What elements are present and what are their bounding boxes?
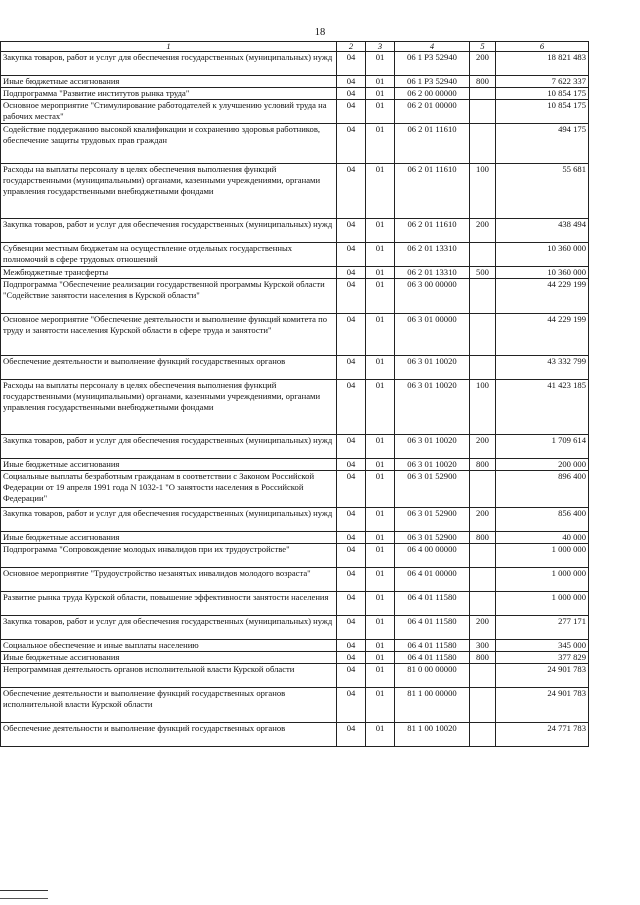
target-article-cell: 81 1 00 00000 bbox=[395, 688, 470, 723]
subsection-code-cell: 01 bbox=[366, 459, 395, 471]
expense-type-cell bbox=[470, 544, 496, 568]
section-code-cell: 04 bbox=[337, 52, 366, 76]
amount-cell: 41 423 185 bbox=[496, 380, 589, 435]
section-code-cell: 04 bbox=[337, 279, 366, 314]
amount-cell: 10 360 000 bbox=[496, 267, 589, 279]
target-article-cell: 06 1 P3 52940 bbox=[395, 76, 470, 88]
target-article-cell: 06 4 00 00000 bbox=[395, 544, 470, 568]
row-name-cell: Субвенции местным бюджетам на осуществление отдельных государственных полномочий в сфере трудовых отношений bbox=[1, 243, 337, 267]
expense-type-cell: 200 bbox=[470, 435, 496, 459]
table-row bbox=[1, 471, 589, 508]
section-code-cell: 04 bbox=[337, 124, 366, 164]
table-row bbox=[1, 164, 589, 219]
section-code-cell: 04 bbox=[337, 532, 366, 544]
section-code-cell: 04 bbox=[337, 435, 366, 459]
table-row bbox=[1, 592, 589, 616]
amount-cell: 44 229 199 bbox=[496, 314, 589, 356]
page-number: 18 bbox=[314, 27, 326, 38]
row-name-cell: Закупка товаров, работ и услуг для обеспечения государственных (муниципальных) нужд bbox=[1, 508, 337, 532]
row-name-cell: Расходы на выплаты персоналу в целях обеспечения выполнения функций государственными (муниципальными) органами, казенными учреждениями, органами управления государственными внебюджетными фондами bbox=[1, 380, 337, 435]
row-name-cell: Обеспечение деятельности и выполнение функций государственных органов исполнительной власти Курской области bbox=[1, 688, 337, 723]
column-header: 5 bbox=[470, 42, 496, 52]
footer-rule bbox=[0, 898, 48, 899]
table-row bbox=[1, 243, 589, 267]
table-row bbox=[1, 459, 589, 471]
section-code-cell: 04 bbox=[337, 88, 366, 100]
amount-cell: 55 681 bbox=[496, 164, 589, 219]
row-name-cell: Непрограммная деятельность органов исполнительной власти Курской области bbox=[1, 664, 337, 688]
amount-cell: 1 709 614 bbox=[496, 435, 589, 459]
expense-type-cell: 100 bbox=[470, 164, 496, 219]
expense-type-cell: 100 bbox=[470, 380, 496, 435]
target-article-cell: 06 3 01 10020 bbox=[395, 459, 470, 471]
expense-type-cell: 200 bbox=[470, 616, 496, 640]
subsection-code-cell: 01 bbox=[366, 544, 395, 568]
row-name-cell: Расходы на выплаты персоналу в целях обеспечения выполнения функций государственными (муниципальными) органами, казенными учреждениями, органами управления государственными внебюджетными фондами bbox=[1, 164, 337, 219]
table-row bbox=[1, 52, 589, 76]
amount-cell: 24 771 783 bbox=[496, 723, 589, 747]
target-article-cell: 06 3 00 00000 bbox=[395, 279, 470, 314]
amount-cell: 44 229 199 bbox=[496, 279, 589, 314]
column-header: 2 bbox=[337, 42, 366, 52]
amount-cell: 438 494 bbox=[496, 219, 589, 243]
table-row bbox=[1, 314, 589, 356]
amount-cell: 10 854 175 bbox=[496, 100, 589, 124]
subsection-code-cell: 01 bbox=[366, 380, 395, 435]
target-article-cell: 06 3 01 52900 bbox=[395, 508, 470, 532]
table-row bbox=[1, 616, 589, 640]
table-row bbox=[1, 76, 589, 88]
section-code-cell: 04 bbox=[337, 723, 366, 747]
row-name-cell: Развитие рынка труда Курской области, повышение эффективности занятости населения bbox=[1, 592, 337, 616]
target-article-cell: 06 2 01 13310 bbox=[395, 267, 470, 279]
column-header-row bbox=[1, 42, 589, 52]
amount-cell: 18 821 483 bbox=[496, 52, 589, 76]
row-name-cell: Закупка товаров, работ и услуг для обеспечения государственных (муниципальных) нужд bbox=[1, 52, 337, 76]
expense-type-cell bbox=[470, 243, 496, 267]
row-name-cell: Подпрограмма "Сопровождение молодых инвалидов при их трудоустройстве" bbox=[1, 544, 337, 568]
table-row bbox=[1, 652, 589, 664]
expense-type-cell bbox=[470, 314, 496, 356]
table-row bbox=[1, 544, 589, 568]
target-article-cell: 06 4 01 11580 bbox=[395, 652, 470, 664]
subsection-code-cell: 01 bbox=[366, 88, 395, 100]
section-code-cell: 04 bbox=[337, 568, 366, 592]
subsection-code-cell: 01 bbox=[366, 52, 395, 76]
row-name-cell: Закупка товаров, работ и услуг для обеспечения государственных (муниципальных) нужд bbox=[1, 616, 337, 640]
expense-type-cell bbox=[470, 723, 496, 747]
subsection-code-cell: 01 bbox=[366, 76, 395, 88]
amount-cell: 1 000 000 bbox=[496, 592, 589, 616]
row-name-cell: Межбюджетные трансферты bbox=[1, 267, 337, 279]
section-code-cell: 04 bbox=[337, 652, 366, 664]
target-article-cell: 06 3 01 00000 bbox=[395, 314, 470, 356]
expense-type-cell: 800 bbox=[470, 76, 496, 88]
table-row bbox=[1, 100, 589, 124]
row-name-cell: Подпрограмма "Развитие институтов рынка труда" bbox=[1, 88, 337, 100]
subsection-code-cell: 01 bbox=[366, 279, 395, 314]
target-article-cell: 06 3 01 10020 bbox=[395, 380, 470, 435]
expense-type-cell bbox=[470, 471, 496, 508]
row-name-cell: Иные бюджетные ассигнования bbox=[1, 76, 337, 88]
section-code-cell: 04 bbox=[337, 508, 366, 532]
subsection-code-cell: 01 bbox=[366, 592, 395, 616]
expense-type-cell: 800 bbox=[470, 652, 496, 664]
amount-cell: 10 854 175 bbox=[496, 88, 589, 100]
section-code-cell: 04 bbox=[337, 592, 366, 616]
column-header: 6 bbox=[496, 42, 589, 52]
target-article-cell: 06 2 00 00000 bbox=[395, 88, 470, 100]
amount-cell: 24 901 783 bbox=[496, 688, 589, 723]
subsection-code-cell: 01 bbox=[366, 356, 395, 380]
section-code-cell: 04 bbox=[337, 616, 366, 640]
expense-type-cell bbox=[470, 688, 496, 723]
subsection-code-cell: 01 bbox=[366, 243, 395, 267]
table-row bbox=[1, 723, 589, 747]
amount-cell: 24 901 783 bbox=[496, 664, 589, 688]
target-article-cell: 06 3 01 10020 bbox=[395, 356, 470, 380]
table-row bbox=[1, 356, 589, 380]
target-article-cell: 06 2 01 11610 bbox=[395, 164, 470, 219]
subsection-code-cell: 01 bbox=[366, 652, 395, 664]
target-article-cell: 06 4 01 00000 bbox=[395, 568, 470, 592]
target-article-cell: 06 3 01 52900 bbox=[395, 471, 470, 508]
amount-cell: 1 000 000 bbox=[496, 544, 589, 568]
table-row bbox=[1, 435, 589, 459]
subsection-code-cell: 01 bbox=[366, 616, 395, 640]
target-article-cell: 06 2 01 11610 bbox=[395, 124, 470, 164]
subsection-code-cell: 01 bbox=[366, 164, 395, 219]
row-name-cell: Обеспечение деятельности и выполнение функций государственных органов bbox=[1, 356, 337, 380]
row-name-cell: Иные бюджетные ассигнования bbox=[1, 532, 337, 544]
section-code-cell: 04 bbox=[337, 664, 366, 688]
target-article-cell: 06 2 01 13310 bbox=[395, 243, 470, 267]
target-article-cell: 06 1 P3 52940 bbox=[395, 52, 470, 76]
subsection-code-cell: 01 bbox=[366, 640, 395, 652]
row-name-cell: Иные бюджетные ассигнования bbox=[1, 459, 337, 471]
subsection-code-cell: 01 bbox=[366, 723, 395, 747]
target-article-cell: 06 4 01 11580 bbox=[395, 640, 470, 652]
row-name-cell: Социальное обеспечение и иные выплаты населению bbox=[1, 640, 337, 652]
table-row bbox=[1, 568, 589, 592]
target-article-cell: 06 3 01 52900 bbox=[395, 532, 470, 544]
target-article-cell: 06 2 01 11610 bbox=[395, 219, 470, 243]
subsection-code-cell: 01 bbox=[366, 532, 395, 544]
subsection-code-cell: 01 bbox=[366, 471, 395, 508]
amount-cell: 40 000 bbox=[496, 532, 589, 544]
section-code-cell: 04 bbox=[337, 544, 366, 568]
row-name-cell: Иные бюджетные ассигнования bbox=[1, 652, 337, 664]
amount-cell: 494 175 bbox=[496, 124, 589, 164]
section-code-cell: 04 bbox=[337, 219, 366, 243]
row-name-cell: Обеспечение деятельности и выполнение функций государственных органов bbox=[1, 723, 337, 747]
row-name-cell: Закупка товаров, работ и услуг для обеспечения государственных (муниципальных) нужд bbox=[1, 219, 337, 243]
target-article-cell: 06 4 01 11580 bbox=[395, 616, 470, 640]
column-header: 4 bbox=[395, 42, 470, 52]
section-code-cell: 04 bbox=[337, 459, 366, 471]
expense-type-cell: 300 bbox=[470, 640, 496, 652]
expense-type-cell bbox=[470, 100, 496, 124]
amount-cell: 277 171 bbox=[496, 616, 589, 640]
table-row bbox=[1, 508, 589, 532]
section-code-cell: 04 bbox=[337, 314, 366, 356]
subsection-code-cell: 01 bbox=[366, 124, 395, 164]
expense-type-cell bbox=[470, 88, 496, 100]
amount-cell: 1 000 000 bbox=[496, 568, 589, 592]
target-article-cell: 06 3 01 10020 bbox=[395, 435, 470, 459]
table-row bbox=[1, 279, 589, 314]
target-article-cell: 81 1 00 10020 bbox=[395, 723, 470, 747]
section-code-cell: 04 bbox=[337, 471, 366, 508]
subsection-code-cell: 01 bbox=[366, 267, 395, 279]
expense-type-cell: 800 bbox=[470, 459, 496, 471]
section-code-cell: 04 bbox=[337, 267, 366, 279]
expense-type-cell bbox=[470, 592, 496, 616]
expense-type-cell: 200 bbox=[470, 219, 496, 243]
expense-type-cell bbox=[470, 568, 496, 592]
section-code-cell: 04 bbox=[337, 76, 366, 88]
section-code-cell: 04 bbox=[337, 688, 366, 723]
section-code-cell: 04 bbox=[337, 380, 366, 435]
section-code-cell: 04 bbox=[337, 164, 366, 219]
table-row bbox=[1, 124, 589, 164]
amount-cell: 10 360 000 bbox=[496, 243, 589, 267]
target-article-cell: 06 4 01 11580 bbox=[395, 592, 470, 616]
section-code-cell: 04 bbox=[337, 243, 366, 267]
row-name-cell: Основное мероприятие "Обеспечение деятельности и выполнение функций комитета по труду и занятости населения Курской области в сфере труда и занятости" bbox=[1, 314, 337, 356]
table-row bbox=[1, 664, 589, 688]
expense-type-cell bbox=[470, 124, 496, 164]
expense-type-cell: 200 bbox=[470, 508, 496, 532]
column-header: 1 bbox=[1, 42, 337, 52]
amount-cell: 896 400 bbox=[496, 471, 589, 508]
section-code-cell: 04 bbox=[337, 640, 366, 652]
expense-type-cell: 200 bbox=[470, 52, 496, 76]
table-row bbox=[1, 380, 589, 435]
amount-cell: 377 829 bbox=[496, 652, 589, 664]
subsection-code-cell: 01 bbox=[366, 508, 395, 532]
expense-type-cell bbox=[470, 279, 496, 314]
target-article-cell: 06 2 01 00000 bbox=[395, 100, 470, 124]
section-code-cell: 04 bbox=[337, 356, 366, 380]
expense-type-cell: 500 bbox=[470, 267, 496, 279]
subsection-code-cell: 01 bbox=[366, 100, 395, 124]
row-name-cell: Содействие поддержанию высокой квалификации и сохранению здоровья работников, обеспечение защиты трудовых прав граждан bbox=[1, 124, 337, 164]
table-row bbox=[1, 88, 589, 100]
footer-rule bbox=[0, 890, 48, 891]
table-row bbox=[1, 532, 589, 544]
amount-cell: 345 000 bbox=[496, 640, 589, 652]
amount-cell: 200 000 bbox=[496, 459, 589, 471]
row-name-cell: Основное мероприятие "Трудоустройство незанятых инвалидов молодого возраста" bbox=[1, 568, 337, 592]
expense-type-cell: 800 bbox=[470, 532, 496, 544]
amount-cell: 7 622 337 bbox=[496, 76, 589, 88]
table-row bbox=[1, 219, 589, 243]
subsection-code-cell: 01 bbox=[366, 435, 395, 459]
subsection-code-cell: 01 bbox=[366, 664, 395, 688]
budget-table bbox=[0, 41, 589, 747]
row-name-cell: Социальные выплаты безработным гражданам в соответствии с Законом Российской Федерации от 19 апреля 1991 года N 1032-1 "О занятости населения в Российской Федерации" bbox=[1, 471, 337, 508]
row-name-cell: Подпрограмма "Обеспечение реализации государственной программы Курской области "Содействие занятости населения в Курской области" bbox=[1, 279, 337, 314]
expense-type-cell bbox=[470, 664, 496, 688]
row-name-cell: Закупка товаров, работ и услуг для обеспечения государственных (муниципальных) нужд bbox=[1, 435, 337, 459]
row-name-cell: Основное мероприятие "Стимулирование работодателей к улучшению условий труда на рабочих местах" bbox=[1, 100, 337, 124]
section-code-cell: 04 bbox=[337, 100, 366, 124]
column-header: 3 bbox=[366, 42, 395, 52]
table-row bbox=[1, 640, 589, 652]
target-article-cell: 81 0 00 00000 bbox=[395, 664, 470, 688]
amount-cell: 856 400 bbox=[496, 508, 589, 532]
subsection-code-cell: 01 bbox=[366, 568, 395, 592]
table-row bbox=[1, 688, 589, 723]
expense-type-cell bbox=[470, 356, 496, 380]
subsection-code-cell: 01 bbox=[366, 314, 395, 356]
amount-cell: 43 332 799 bbox=[496, 356, 589, 380]
subsection-code-cell: 01 bbox=[366, 688, 395, 723]
table-row bbox=[1, 267, 589, 279]
subsection-code-cell: 01 bbox=[366, 219, 395, 243]
